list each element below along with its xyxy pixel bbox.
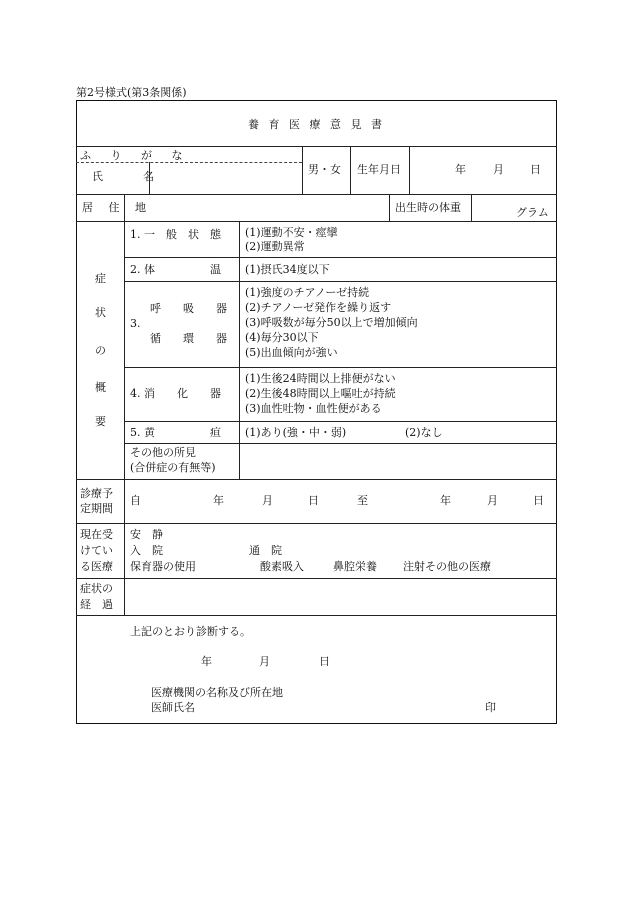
care-nasal-feeding[interactable]: 鼻腔栄養 [333,560,377,573]
care-inpatient[interactable]: 入 院 [130,544,163,557]
digest-opt-1[interactable]: (1)生後24時間以上排便がない [245,372,396,385]
general-opt-2[interactable]: (2)運動異常 [245,240,305,253]
birth-month-unit: 月 [493,163,504,176]
resp-opt-5[interactable]: (5)出血傾向が強い [245,346,338,359]
complications-label: (合併症の有無等) [130,461,216,474]
date-day-unit: 日 [319,655,330,668]
temperature-opt-1[interactable]: (1)摂氏34度以下 [245,263,330,276]
resp-opt-4[interactable]: (4)毎分30以下 [245,331,319,344]
period-to-year: 年 [440,494,451,507]
other-findings-field[interactable] [242,446,554,476]
institution-label: 医療機関の名称及び所在地 [151,686,283,699]
name-field[interactable] [152,164,300,192]
current-care-label-2: けてい [80,544,113,557]
temperature-label: 2. 体 温 [130,263,221,276]
resp-opt-3[interactable]: (3)呼吸数が毎分50以上で増加傾向 [245,316,418,329]
name-label: 氏 名 [92,170,160,183]
digestive-label: 4. 消 化 器 [130,387,221,400]
period-to-month: 月 [487,494,498,507]
symptom-char-4: 概 [95,381,106,394]
birth-weight-label: 出生時の体重 [395,201,461,214]
respiratory-label: 呼 吸 器 [150,302,227,315]
progress-label-2: 経 過 [80,598,113,611]
period-from-month: 月 [262,494,273,507]
sex-label[interactable]: 男・女 [308,163,341,176]
care-rest[interactable]: 安 静 [130,528,163,541]
furigana-label: ふ り が な [80,149,191,162]
care-outpatient[interactable]: 通 院 [249,544,282,557]
jaundice-opt-yes[interactable]: (1)あり(強・中・弱) [245,426,347,439]
period-to-day: 日 [533,494,544,507]
progress-field[interactable] [127,580,554,613]
date-month-unit: 月 [259,655,270,668]
birth-date-label: 生年月日 [357,163,401,176]
address-label: 居 住 地 [82,201,152,214]
care-oxygen[interactable]: 酸素吸入 [260,560,304,573]
symptom-char-5: 要 [95,415,106,428]
period-from-day: 日 [308,494,319,507]
other-findings-label: その他の所見 [130,446,196,459]
date-year-unit: 年 [201,655,212,668]
care-injection-other[interactable]: 注射その他の医療 [403,560,491,573]
jaundice-opt-no[interactable]: (2)なし [405,426,443,439]
period-label-1: 診療予 [80,487,113,500]
diagnosis-statement: 上記のとおり診断する。 [130,625,251,638]
current-care-label-1: 現在受 [80,528,113,541]
period-label-2: 定期間 [80,502,113,515]
period-to: 至 [357,494,368,507]
progress-label-1: 症状の [80,582,113,595]
general-condition-label: 1. 一 般 状 態 [130,228,221,241]
circulatory-label: 循 環 器 [150,332,227,345]
doctor-name-label: 医師氏名 [151,701,195,714]
symptom-char-3: の [95,344,106,357]
period-from: 自 [130,494,141,507]
resp-opt-2[interactable]: (2)チアノーゼ発作を繰り返す [245,301,392,314]
general-opt-1[interactable]: (1)運動不安・痙攣 [245,226,338,239]
item-3-number: 3. [130,317,141,330]
digest-opt-2[interactable]: (2)生後48時間以上嘔吐が持続 [245,387,396,400]
current-care-label-3: る医療 [80,560,113,573]
address-field[interactable] [127,196,387,219]
symptom-char-1: 症 [95,272,106,285]
birth-year-unit: 年 [455,163,466,176]
jaundice-label: 5. 黄 疸 [130,426,221,439]
seal-mark: 印 [485,701,496,714]
form-title: 養 育 医 療 意 見 書 [248,118,385,131]
gram-unit: グラム [516,206,549,219]
birth-day-unit: 日 [530,163,541,176]
period-from-year: 年 [213,494,224,507]
symptom-char-2: 状 [95,306,106,319]
resp-opt-1[interactable]: (1)強度のチアノーゼ持続 [245,286,370,299]
form-number-note: 第2号様式(第3条関係) [76,86,187,99]
digest-opt-3[interactable]: (3)血性吐物・血性便がある [245,402,382,415]
care-incubator[interactable]: 保育器の使用 [130,560,196,573]
